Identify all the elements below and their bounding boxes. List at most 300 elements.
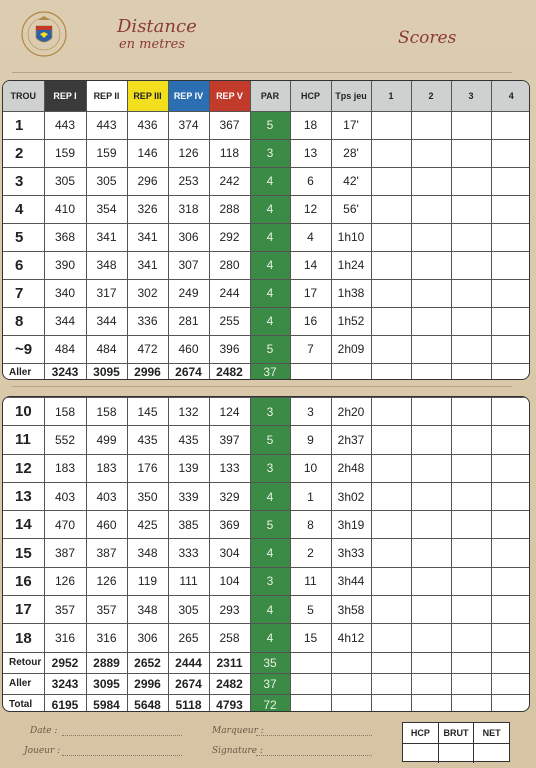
- tps-jeu-value: 42': [331, 167, 371, 195]
- rep-1-total: 2952: [44, 652, 86, 673]
- rep-2-distance: 305: [86, 167, 127, 195]
- date-label: Date :: [30, 726, 58, 736]
- rep-4-distance: 126: [168, 139, 209, 167]
- col-player-1: 1: [371, 81, 411, 111]
- col-tps-jeu: Tps jeu: [331, 81, 371, 111]
- score-player-2[interactable]: [411, 167, 451, 195]
- rep-2-distance: 357: [86, 596, 127, 624]
- total-label: Total: [3, 694, 44, 712]
- score-player-4[interactable]: [491, 511, 530, 539]
- score-player-4[interactable]: [491, 223, 530, 251]
- score-player-4[interactable]: [491, 307, 530, 335]
- score-player-1[interactable]: [371, 624, 411, 652]
- rep-3-distance: 348: [127, 596, 168, 624]
- tps-total: [331, 363, 371, 380]
- club-crest-logo: [20, 8, 68, 64]
- score-player-2[interactable]: [411, 624, 451, 652]
- tps-jeu-value: 2h48: [331, 454, 371, 482]
- hole-row: [3, 567, 530, 595]
- tps-jeu-value: 3h33: [331, 539, 371, 567]
- tps-total: [331, 673, 371, 694]
- par-value: 4: [250, 482, 290, 510]
- rep-2-distance: 387: [86, 539, 127, 567]
- total-player-4[interactable]: [491, 652, 530, 673]
- rep-4-distance: 249: [168, 279, 209, 307]
- par-value: 5: [250, 511, 290, 539]
- rep-3-distance: 306: [127, 624, 168, 652]
- rep-1-distance: 159: [44, 139, 86, 167]
- total-player-3[interactable]: [451, 652, 491, 673]
- hole-row: [3, 426, 530, 454]
- hcp-value: 5: [290, 596, 331, 624]
- total-player-2[interactable]: [411, 694, 451, 712]
- score-player-4[interactable]: [491, 398, 530, 426]
- total-player-4[interactable]: [491, 363, 530, 380]
- par-total: 72: [250, 694, 290, 712]
- rep-2-distance: 499: [86, 426, 127, 454]
- back-nine-table: [2, 396, 530, 712]
- tps-jeu-value: 28': [331, 139, 371, 167]
- hole-number: 4: [3, 195, 44, 223]
- hcp-value: 4: [290, 223, 331, 251]
- tps-jeu-value: 17': [331, 111, 371, 139]
- rep-3-distance: 145: [127, 398, 168, 426]
- score-player-2[interactable]: [411, 335, 451, 363]
- rep-1-total: 3243: [44, 673, 86, 694]
- rep-3-distance: 119: [127, 567, 168, 595]
- rep-4-distance: 253: [168, 167, 209, 195]
- rep-3-distance: 341: [127, 251, 168, 279]
- hole-row: [3, 223, 530, 251]
- rep-1-distance: 470: [44, 511, 86, 539]
- tps-jeu-value: 2h37: [331, 426, 371, 454]
- hole-number: 13: [3, 482, 44, 510]
- score-player-1[interactable]: [371, 454, 411, 482]
- hole-number: ~9: [3, 335, 44, 363]
- hcp-total: [290, 652, 331, 673]
- score-player-3[interactable]: [451, 539, 491, 567]
- score-player-1[interactable]: [371, 539, 411, 567]
- par-value: 3: [250, 567, 290, 595]
- hcp-total: [290, 363, 331, 380]
- rep-5-total: 2482: [209, 673, 250, 694]
- tps-jeu-value: 3h02: [331, 482, 371, 510]
- total-player-1[interactable]: [371, 673, 411, 694]
- par-value: 4: [250, 539, 290, 567]
- score-player-4[interactable]: [491, 251, 530, 279]
- hole-row: [3, 251, 530, 279]
- score-player-3[interactable]: [451, 111, 491, 139]
- rep-3-distance: 302: [127, 279, 168, 307]
- tps-total: [331, 652, 371, 673]
- score-player-3[interactable]: [451, 167, 491, 195]
- hole-number: 6: [3, 251, 44, 279]
- rep-5-distance: 133: [209, 454, 250, 482]
- score-player-4[interactable]: [491, 426, 530, 454]
- par-value: 3: [250, 139, 290, 167]
- tps-jeu-value: 1h10: [331, 223, 371, 251]
- score-box-net-value[interactable]: [474, 743, 509, 763]
- score-player-4[interactable]: [491, 539, 530, 567]
- rep-2-total: 3095: [86, 673, 127, 694]
- rep-5-distance: 124: [209, 398, 250, 426]
- hcp-value: 11: [290, 567, 331, 595]
- score-player-4[interactable]: [491, 279, 530, 307]
- hole-number: 3: [3, 167, 44, 195]
- par-value: 5: [250, 426, 290, 454]
- hcp-value: 16: [290, 307, 331, 335]
- score-player-1[interactable]: [371, 111, 411, 139]
- hole-row: [3, 596, 530, 624]
- score-player-3[interactable]: [451, 454, 491, 482]
- score-player-3[interactable]: [451, 251, 491, 279]
- hole-number: 8: [3, 307, 44, 335]
- par-value: 3: [250, 454, 290, 482]
- score-box-net-label: NET: [474, 723, 509, 743]
- score-player-2[interactable]: [411, 195, 451, 223]
- score-player-4[interactable]: [491, 454, 530, 482]
- joueur-field[interactable]: [62, 755, 182, 756]
- rep-5-distance: 292: [209, 223, 250, 251]
- rep-2-distance: 443: [86, 111, 127, 139]
- hole-row: [3, 482, 530, 510]
- total-player-2[interactable]: [411, 363, 451, 380]
- hole-row: [3, 307, 530, 335]
- score-player-1[interactable]: [371, 279, 411, 307]
- par-value: 4: [250, 223, 290, 251]
- tps-jeu-value: 2h20: [331, 398, 371, 426]
- rep-2-total: 3095: [86, 363, 127, 380]
- hcp-value: 1: [290, 482, 331, 510]
- rep-4-distance: 374: [168, 111, 209, 139]
- score-player-2[interactable]: [411, 307, 451, 335]
- score-player-1[interactable]: [371, 511, 411, 539]
- rep-3-distance: 348: [127, 539, 168, 567]
- hcp-value: 2: [290, 539, 331, 567]
- rep-1-distance: 387: [44, 539, 86, 567]
- rep-3-distance: 146: [127, 139, 168, 167]
- par-value: 4: [250, 195, 290, 223]
- score-player-3[interactable]: [451, 482, 491, 510]
- hcp-value: 18: [290, 111, 331, 139]
- score-player-1[interactable]: [371, 596, 411, 624]
- rep-1-distance: 344: [44, 307, 86, 335]
- hole-number: 5: [3, 223, 44, 251]
- par-value: 4: [250, 251, 290, 279]
- rep-5-distance: 397: [209, 426, 250, 454]
- rep-1-distance: 158: [44, 398, 86, 426]
- final-score-box: [402, 722, 510, 762]
- tps-jeu-value: 1h24: [331, 251, 371, 279]
- rep-3-distance: 425: [127, 511, 168, 539]
- score-player-3[interactable]: [451, 596, 491, 624]
- score-player-4[interactable]: [491, 139, 530, 167]
- score-player-1[interactable]: [371, 167, 411, 195]
- date-field[interactable]: [62, 735, 182, 736]
- header-row: [3, 81, 530, 111]
- score-player-3[interactable]: [451, 624, 491, 652]
- total-row: [3, 363, 530, 380]
- hole-row: [3, 624, 530, 652]
- score-player-3[interactable]: [451, 335, 491, 363]
- col-rep-3: REP III: [127, 81, 168, 111]
- rep-3-distance: 341: [127, 223, 168, 251]
- rep-5-total: 2482: [209, 363, 250, 380]
- hole-number: 12: [3, 454, 44, 482]
- rep-4-distance: 111: [168, 567, 209, 595]
- score-player-3[interactable]: [451, 511, 491, 539]
- signature-label: Signature :: [212, 746, 263, 756]
- rep-2-distance: 403: [86, 482, 127, 510]
- hole-number: 17: [3, 596, 44, 624]
- tps-total: [331, 694, 371, 712]
- score-player-4[interactable]: [491, 195, 530, 223]
- rep-1-distance: 410: [44, 195, 86, 223]
- score-player-1[interactable]: [371, 426, 411, 454]
- rep-4-distance: 318: [168, 195, 209, 223]
- total-player-2[interactable]: [411, 673, 451, 694]
- hole-number: 16: [3, 567, 44, 595]
- rep-4-distance: 339: [168, 482, 209, 510]
- hole-row: [3, 167, 530, 195]
- hcp-value: 13: [290, 139, 331, 167]
- signature-field[interactable]: [256, 755, 372, 756]
- score-player-4[interactable]: [491, 624, 530, 652]
- col-player-2: 2: [411, 81, 451, 111]
- score-player-2[interactable]: [411, 539, 451, 567]
- rep-1-distance: 340: [44, 279, 86, 307]
- score-player-2[interactable]: [411, 398, 451, 426]
- par-value: 4: [250, 167, 290, 195]
- total-player-4[interactable]: [491, 694, 530, 712]
- rep-2-distance: 316: [86, 624, 127, 652]
- score-player-2[interactable]: [411, 596, 451, 624]
- par-value: 4: [250, 624, 290, 652]
- score-player-4[interactable]: [491, 596, 530, 624]
- hole-number: 18: [3, 624, 44, 652]
- total-row: [3, 673, 530, 694]
- hcp-value: 14: [290, 251, 331, 279]
- score-player-1[interactable]: [371, 335, 411, 363]
- rep-1-distance: 183: [44, 454, 86, 482]
- rep-1-distance: 305: [44, 167, 86, 195]
- rep-2-distance: 317: [86, 279, 127, 307]
- rep-2-distance: 484: [86, 335, 127, 363]
- rep-1-distance: 390: [44, 251, 86, 279]
- hole-row: [3, 279, 530, 307]
- hcp-total: [290, 694, 331, 712]
- score-player-1[interactable]: [371, 307, 411, 335]
- rep-2-distance: 183: [86, 454, 127, 482]
- col-player-3: 3: [451, 81, 491, 111]
- par-total: 35: [250, 652, 290, 673]
- rep-4-distance: 385: [168, 511, 209, 539]
- rep-5-distance: 293: [209, 596, 250, 624]
- score-player-2[interactable]: [411, 111, 451, 139]
- hcp-value: 6: [290, 167, 331, 195]
- score-player-1[interactable]: [371, 482, 411, 510]
- score-player-2[interactable]: [411, 251, 451, 279]
- tps-jeu-value: 1h52: [331, 307, 371, 335]
- score-player-4[interactable]: [491, 335, 530, 363]
- marqueur-field[interactable]: [256, 735, 372, 736]
- tps-jeu-value: 2h09: [331, 335, 371, 363]
- score-player-3[interactable]: [451, 426, 491, 454]
- score-player-3[interactable]: [451, 398, 491, 426]
- total-player-3[interactable]: [451, 363, 491, 380]
- section-divider: [12, 386, 512, 387]
- hole-number: 11: [3, 426, 44, 454]
- rep-4-distance: 460: [168, 335, 209, 363]
- hole-number: 15: [3, 539, 44, 567]
- rep-4-total: 2674: [168, 673, 209, 694]
- rep-3-distance: 176: [127, 454, 168, 482]
- hole-number: 1: [3, 111, 44, 139]
- par-value: 4: [250, 596, 290, 624]
- score-player-1[interactable]: [371, 567, 411, 595]
- col-rep-5: REP V: [209, 81, 250, 111]
- rep-4-total: 2674: [168, 363, 209, 380]
- distance-title: Distance en metres: [117, 16, 197, 52]
- rep-2-distance: 158: [86, 398, 127, 426]
- hcp-value: 17: [290, 279, 331, 307]
- rep-3-total: 2652: [127, 652, 168, 673]
- total-player-3[interactable]: [451, 694, 491, 712]
- score-player-4[interactable]: [491, 111, 530, 139]
- rep-5-total: 4793: [209, 694, 250, 712]
- rep-2-distance: 126: [86, 567, 127, 595]
- total-row: [3, 652, 530, 673]
- rep-4-total: 5118: [168, 694, 209, 712]
- rep-2-distance: 344: [86, 307, 127, 335]
- score-player-2[interactable]: [411, 454, 451, 482]
- hole-row: [3, 139, 530, 167]
- rep-4-distance: 435: [168, 426, 209, 454]
- rep-5-distance: 255: [209, 307, 250, 335]
- rep-5-distance: 288: [209, 195, 250, 223]
- score-player-2[interactable]: [411, 567, 451, 595]
- hcp-value: 15: [290, 624, 331, 652]
- rep-5-distance: 258: [209, 624, 250, 652]
- rep-3-distance: 350: [127, 482, 168, 510]
- score-player-2[interactable]: [411, 482, 451, 510]
- rep-3-total: 5648: [127, 694, 168, 712]
- score-player-3[interactable]: [451, 195, 491, 223]
- hole-row: [3, 454, 530, 482]
- rep-5-total: 2311: [209, 652, 250, 673]
- hole-number: 14: [3, 511, 44, 539]
- hcp-value: 7: [290, 335, 331, 363]
- scores-title: Scores: [398, 28, 457, 48]
- rep-1-distance: 552: [44, 426, 86, 454]
- total-label: Aller: [3, 363, 44, 380]
- tps-jeu-value: 3h58: [331, 596, 371, 624]
- score-player-3[interactable]: [451, 567, 491, 595]
- marqueur-label: Marqueur :: [212, 726, 264, 736]
- score-box-hcp-value[interactable]: [403, 743, 438, 763]
- score-player-3[interactable]: [451, 307, 491, 335]
- hole-row: [3, 195, 530, 223]
- hole-row: [3, 111, 530, 139]
- rep-4-distance: 306: [168, 223, 209, 251]
- score-player-1[interactable]: [371, 195, 411, 223]
- score-box-brut-value[interactable]: [438, 743, 473, 763]
- score-player-4[interactable]: [491, 167, 530, 195]
- score-player-2[interactable]: [411, 223, 451, 251]
- rep-2-distance: 159: [86, 139, 127, 167]
- score-player-1[interactable]: [371, 251, 411, 279]
- rep-5-distance: 104: [209, 567, 250, 595]
- hole-row: [3, 511, 530, 539]
- col-trou: TROU: [3, 81, 44, 111]
- rep-2-distance: 354: [86, 195, 127, 223]
- score-player-2[interactable]: [411, 279, 451, 307]
- total-player-3[interactable]: [451, 673, 491, 694]
- rep-3-distance: 436: [127, 111, 168, 139]
- hcp-value: 8: [290, 511, 331, 539]
- total-player-1[interactable]: [371, 652, 411, 673]
- score-player-1[interactable]: [371, 398, 411, 426]
- score-box-hcp-label: HCP: [403, 723, 438, 743]
- rep-3-distance: 296: [127, 167, 168, 195]
- score-player-4[interactable]: [491, 567, 530, 595]
- total-player-2[interactable]: [411, 652, 451, 673]
- par-value: 4: [250, 307, 290, 335]
- col-rep-1: REP I: [44, 81, 86, 111]
- rep-5-distance: 244: [209, 279, 250, 307]
- rep-1-distance: 316: [44, 624, 86, 652]
- hcp-total: [290, 673, 331, 694]
- rep-5-distance: 396: [209, 335, 250, 363]
- tps-jeu-value: 4h12: [331, 624, 371, 652]
- tps-jeu-value: 1h38: [331, 279, 371, 307]
- total-player-1[interactable]: [371, 363, 411, 380]
- score-player-1[interactable]: [371, 139, 411, 167]
- rep-5-distance: 118: [209, 139, 250, 167]
- hcp-value: 12: [290, 195, 331, 223]
- score-player-3[interactable]: [451, 139, 491, 167]
- score-player-2[interactable]: [411, 511, 451, 539]
- rep-4-distance: 307: [168, 251, 209, 279]
- header-divider: [12, 72, 512, 73]
- hcp-value: 9: [290, 426, 331, 454]
- front-nine-table: [2, 80, 530, 380]
- rep-4-total: 2444: [168, 652, 209, 673]
- score-player-2[interactable]: [411, 139, 451, 167]
- rep-2-total: 5984: [86, 694, 127, 712]
- score-player-3[interactable]: [451, 279, 491, 307]
- rep-3-total: 2996: [127, 363, 168, 380]
- hole-number: 2: [3, 139, 44, 167]
- rep-4-distance: 265: [168, 624, 209, 652]
- tps-jeu-value: 3h19: [331, 511, 371, 539]
- total-player-4[interactable]: [491, 673, 530, 694]
- score-box-brut-label: BRUT: [438, 723, 473, 743]
- score-player-3[interactable]: [451, 223, 491, 251]
- score-player-2[interactable]: [411, 426, 451, 454]
- rep-5-distance: 329: [209, 482, 250, 510]
- total-label: Aller: [3, 673, 44, 694]
- rep-5-distance: 367: [209, 111, 250, 139]
- rep-4-distance: 139: [168, 454, 209, 482]
- rep-1-total: 3243: [44, 363, 86, 380]
- score-player-1[interactable]: [371, 223, 411, 251]
- col-rep-4: REP IV: [168, 81, 209, 111]
- rep-1-distance: 126: [44, 567, 86, 595]
- total-player-1[interactable]: [371, 694, 411, 712]
- hole-number: 10: [3, 398, 44, 426]
- score-player-4[interactable]: [491, 482, 530, 510]
